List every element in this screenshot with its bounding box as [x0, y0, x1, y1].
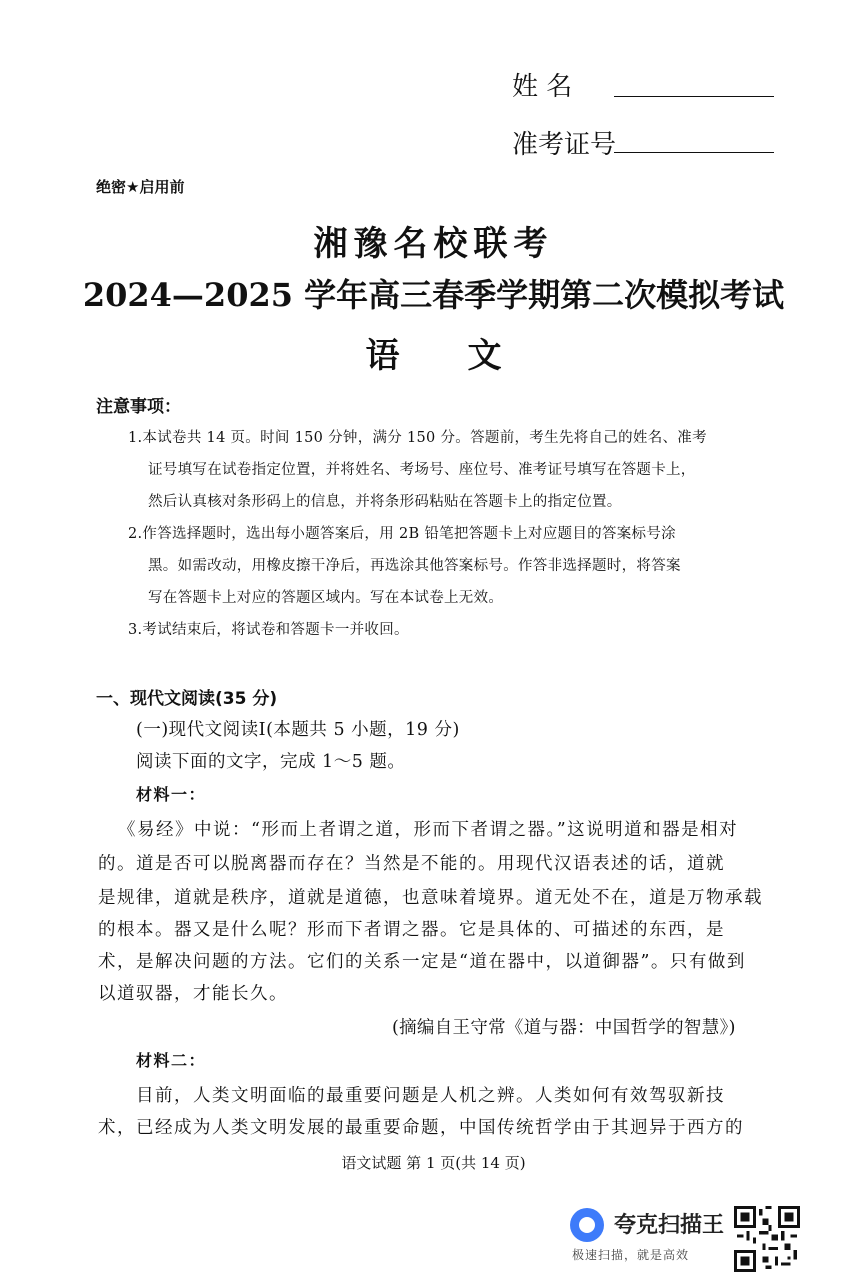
notice-line: 黑。如需改动，用橡皮擦干净后，再选涂其他答案标号。作答非选择题时，将答案 [148, 558, 681, 574]
section-heading: 一、现代文阅读(35 分) [96, 689, 278, 709]
exam-id-label: 准考证号 [512, 130, 617, 160]
body-line: 是规律，道就是秩序，道就是道德，也意味着境界。道无处不在，道是万物承载 [98, 888, 763, 908]
page-footer: 语文试题 第 1 页(共 14 页) [341, 1154, 526, 1172]
name-label: 姓 名 [512, 72, 573, 102]
scanner-brand: 夸克扫描王 [614, 1213, 725, 1238]
secret-tag: 绝密★启用前 [96, 178, 185, 196]
notice-line: 写在答题卡上对应的答题区域内。写在本试卷上无效。 [148, 590, 504, 606]
body-line: 目前，人类文明面临的最重要问题是人机之辨。人类如何有效驾驭新技 [136, 1086, 725, 1106]
material2-label: 材料二： [136, 1051, 207, 1070]
notice-line: 3.考试结束后，将试卷和答题卡一并收回。 [128, 622, 409, 638]
notice-line: 证号填写在试卷指定位置，并将姓名、考场号、座位号、准考证号填写在答题卡上， [148, 462, 696, 478]
material1-label: 材料一： [136, 785, 207, 804]
body-line: 《易经》中说：“形而上者谓之道，形而下者谓之器。”这说明道和器是相对 [118, 820, 739, 840]
scanner-slogan: 极速扫描，就是高效 [572, 1248, 690, 1262]
exam-title: 湘豫名校联考 [313, 224, 554, 264]
body-line: 的根本。器又是什么呢？形而下者谓之器。它是具体的、可描述的东西，是 [98, 920, 725, 940]
notice-line: 然后认真核对条形码上的信息，并将条形码粘贴在答题卡上的指定位置。 [148, 494, 622, 510]
source-citation: (摘编自王守常《道与器：中国哲学的智慧》) [392, 1018, 736, 1038]
name-underline [614, 96, 774, 97]
subject-title: 语文 [365, 336, 570, 376]
instruction: 阅读下面的文字，完成 1～5 题。 [136, 752, 406, 772]
body-line: 以道驭器，才能长久。 [98, 984, 288, 1004]
body-line: 术，是解决问题的方法。它们的关系一定是“道在器中，以道御器”。只有做到 [98, 952, 746, 972]
notice-line: 2.作答选择题时，选出每小题答案后，用 2B 铅笔把答题卡上对应题目的答案标号涂 [128, 526, 676, 542]
exam-subtitle: 2024—2025 学年高三春季学期第二次模拟考试 [82, 276, 785, 314]
qr-code-icon [734, 1206, 800, 1272]
scanner-logo-icon [570, 1208, 604, 1242]
notice-heading: 注意事项： [96, 397, 181, 417]
body-line: 术，已经成为人类文明发展的最重要命题，中国传统哲学由于其迥异于西方的 [98, 1118, 744, 1138]
body-line: 的。道是否可以脱离器而存在？当然是不能的。用现代汉语表述的话，道就 [98, 854, 725, 874]
notice-line: 1.本试卷共 14 页。时间 150 分钟，满分 150 分。答题前，考生先将自己的姓名、准考 [128, 430, 707, 446]
exam-id-underline [614, 152, 774, 153]
sub-heading: (一)现代文阅读Ⅰ(本题共 5 小题，19 分) [136, 720, 460, 740]
